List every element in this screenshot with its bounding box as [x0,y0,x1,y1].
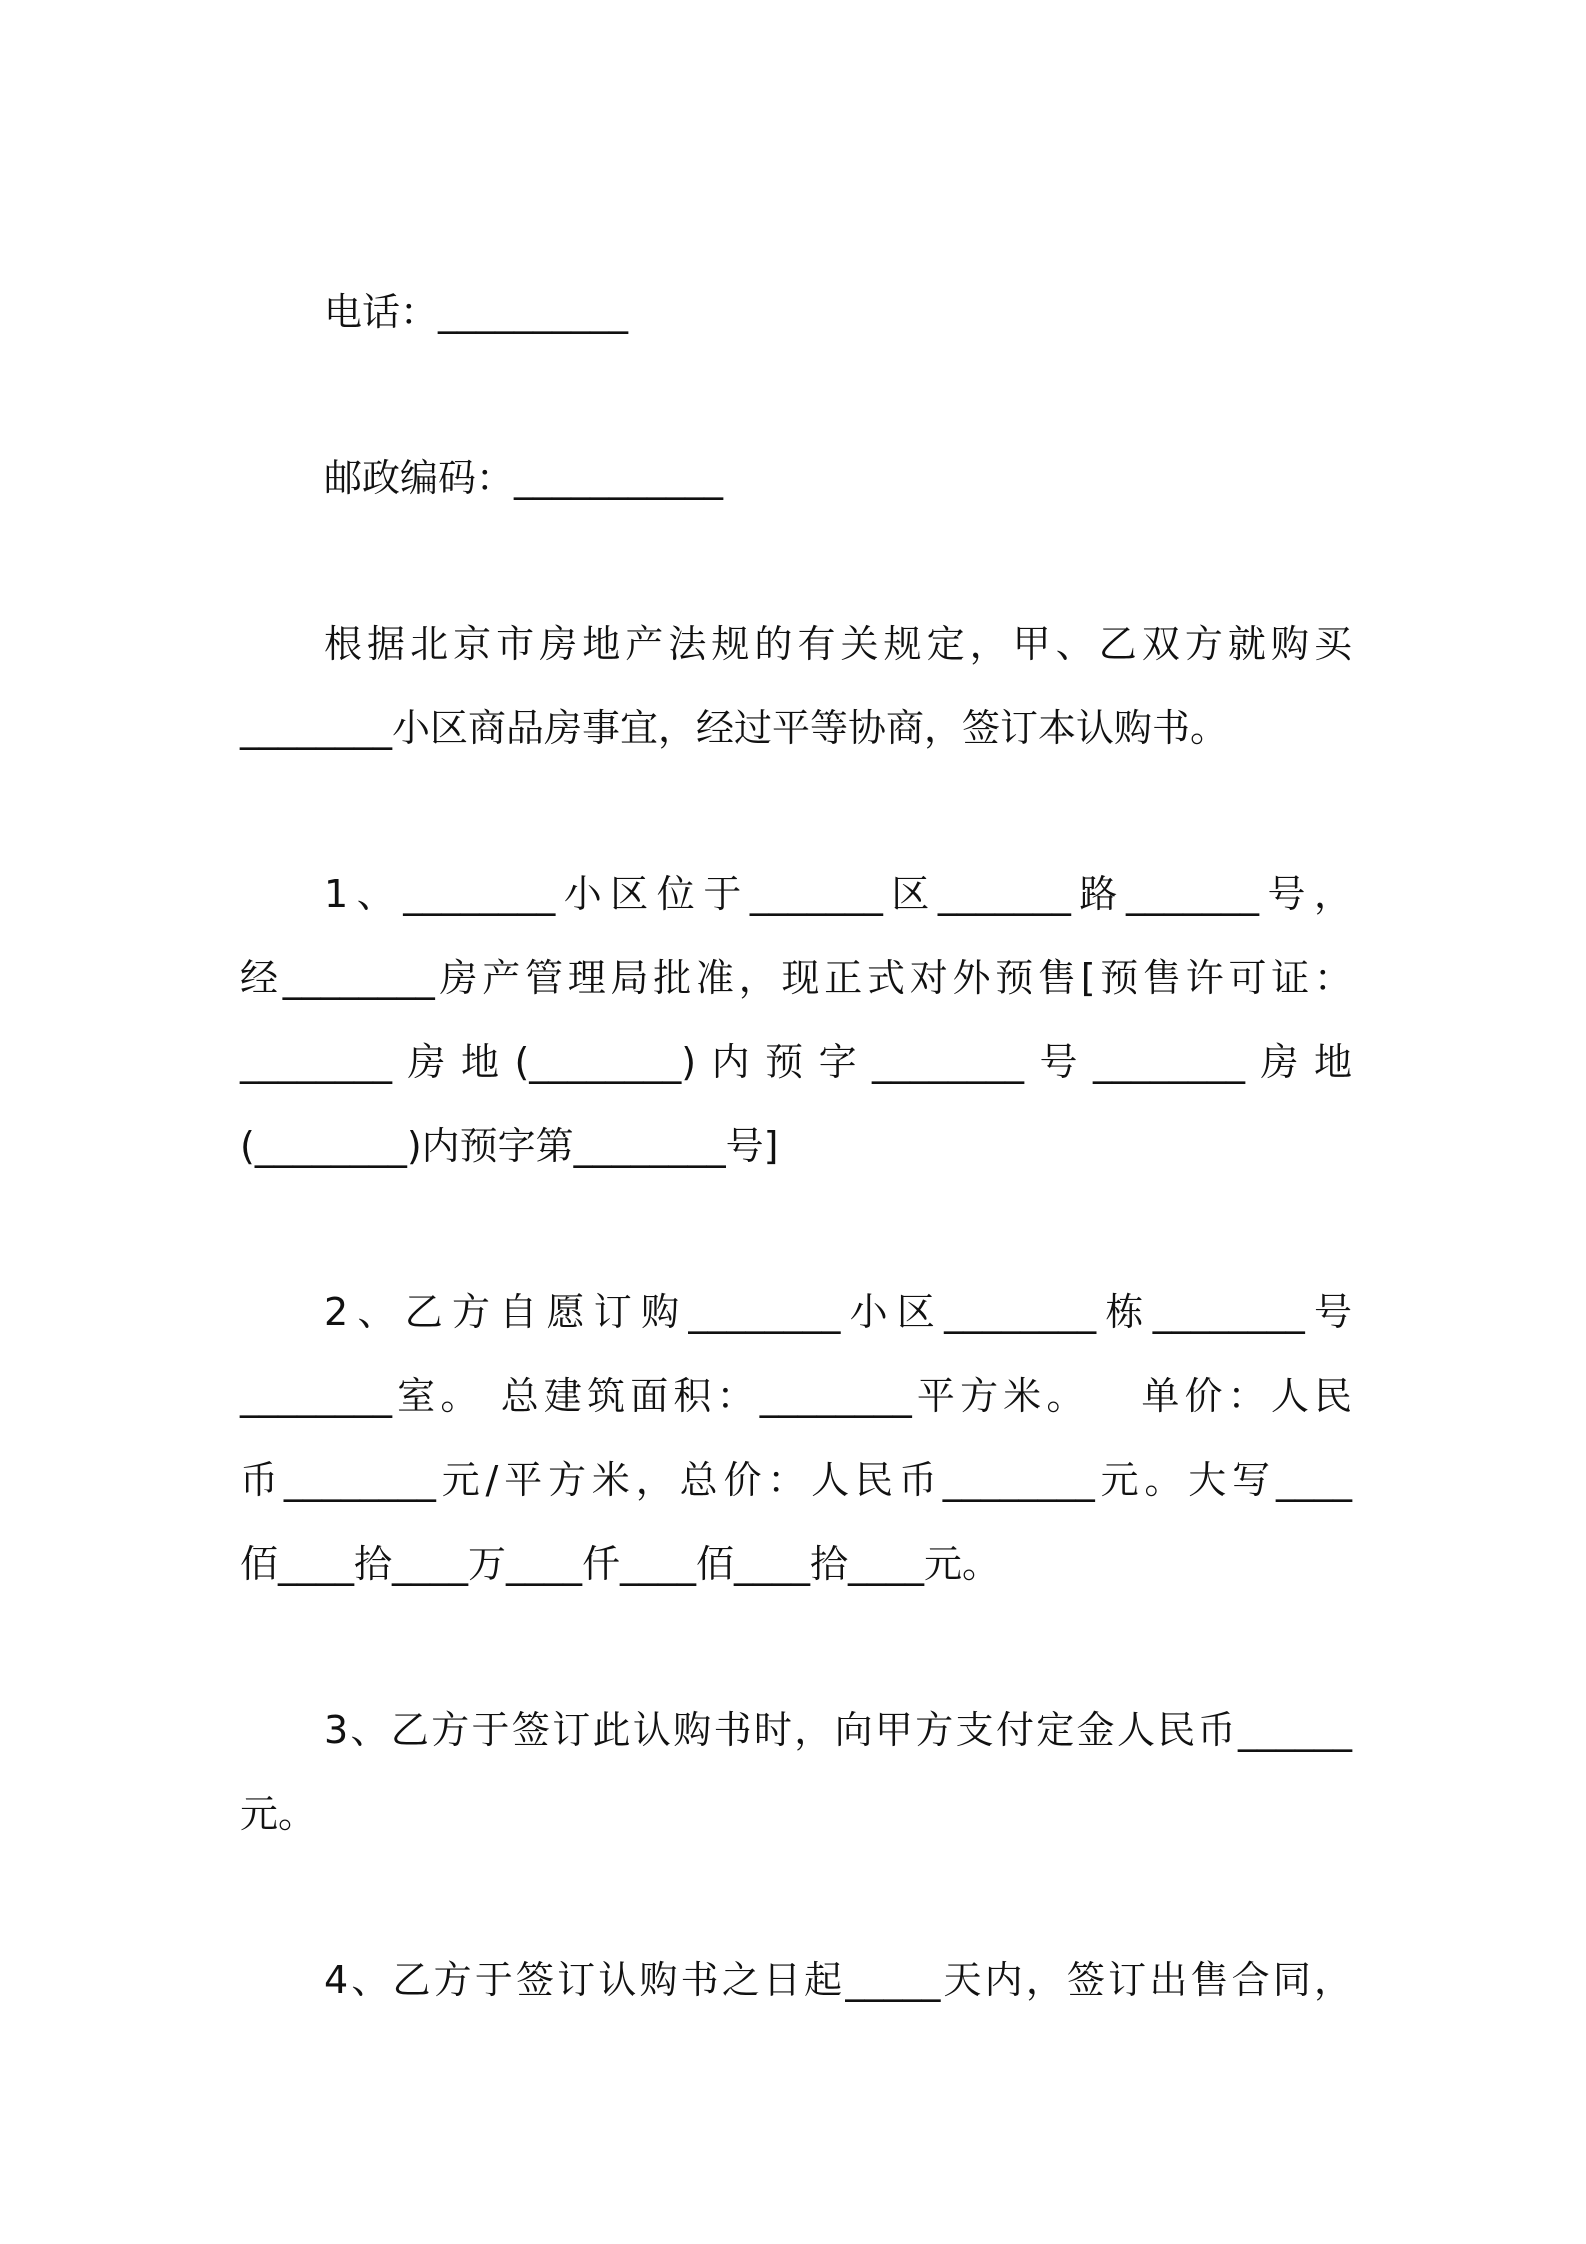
clause1-line-3: ________房地(________)内预字________号________房地 [240,1040,1352,1084]
clause2-line-2: ________室。 总建筑面积：________平方米。 单价：人民 [240,1374,1352,1418]
phone-line: 电话：__________ [324,290,629,334]
clause3-line-1: 3、乙方于签订此认购书时，向甲方支付定金人民币______ [324,1708,1352,1752]
intro-line-1: 根据北京市房地产法规的有关规定，甲、乙双方就购买 [324,622,1352,666]
clause2-line-3: 币________元/平方米，总价：人民币________元。大写____ [240,1458,1352,1502]
clause2-line-1: 2、乙方自愿订购________小区________栋________号 [324,1290,1352,1334]
clause2-line-4: 佰____拾____万____仟____佰____拾____元。 [240,1542,1001,1586]
intro-line-2: ________小区商品房事宜，经过平等协商，签订本认购书。 [240,706,1229,750]
clause1-line-4: (________)内预字第________号] [240,1124,779,1168]
clause1-line-2: 经________房产管理局批准，现正式对外预售[预售许可证： [240,956,1352,1000]
clause1-line-1: 1、________小区位于_______区_______路_______号， [324,872,1352,916]
postal-code-line: 邮政编码：___________ [324,456,724,500]
clause4-line-1: 4、乙方于签订认购书之日起_____天内，签订出售合同， [324,1958,1352,2002]
clause3-line-2: 元。 [240,1792,317,1836]
